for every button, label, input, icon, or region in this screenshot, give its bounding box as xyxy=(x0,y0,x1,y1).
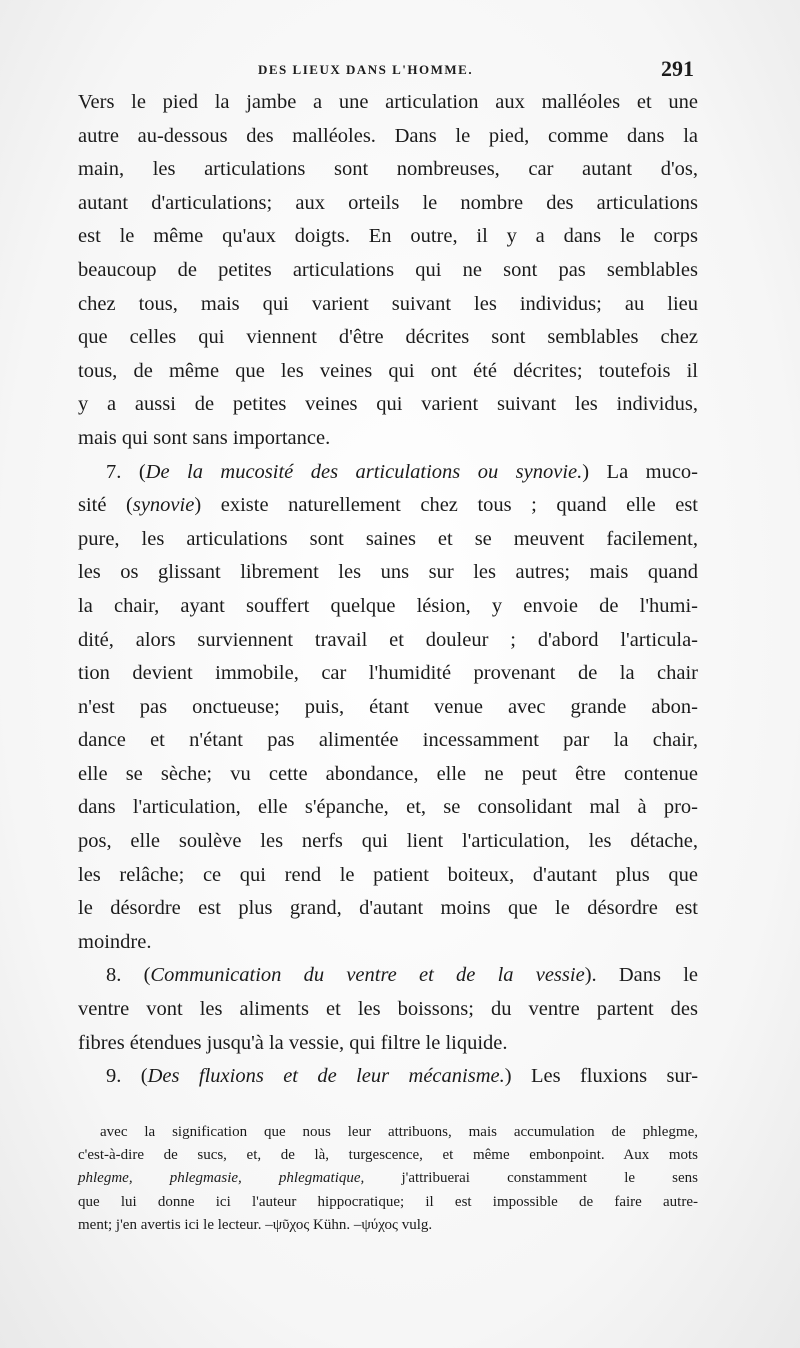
footnote-line: c'est-à-dire de sucs, et, de là, turgescence, et même embonpoint. Aux mots xyxy=(78,1147,698,1164)
text-line: la chair, ayant souffert quelque lésion, y envoie de l'humi- xyxy=(78,594,698,617)
section-8-heading-line xyxy=(78,959,698,993)
text-line: pos, elle soulève les nerfs qui lient l'articulation, les détache, xyxy=(78,830,698,853)
text-line: n'est pas onctueuse; puis, étant venue avec grande abon- xyxy=(78,695,698,718)
footnote-line: que lui donne ici l'auteur hippocratique; il est impossible de faire autre- xyxy=(78,1193,698,1210)
text-line: moindre. xyxy=(78,930,152,953)
text-line: tous, de même que les veines qui ont été décrites; toutefois il xyxy=(78,359,698,382)
section-number: 9. ( xyxy=(106,1065,148,1088)
text-line: main, les articulations sont nombreuses, car autant d'os, xyxy=(78,158,698,181)
text-line: les relâche; ce qui rend le patient boiteux, d'autant plus que xyxy=(78,863,698,886)
text-run: ) La muco- xyxy=(582,460,698,483)
text-line xyxy=(78,489,698,523)
section-number: 7. ( xyxy=(106,460,146,483)
text-line: pure, les articulations sont saines et se meuvent facilement, xyxy=(78,527,698,550)
text-line: dité, alors surviennent travail et douleur ; d'abord l'articula- xyxy=(78,628,698,651)
section-heading: De la mucosité des articulations ou synovie. xyxy=(145,460,583,483)
footnote-line: ment; j'en avertis ici le lecteur. –ψῦχος Kühn. –ψύχος vulg. xyxy=(78,1216,433,1233)
text-run: sité ( xyxy=(78,494,133,517)
text-line: autre au-dessous des malléoles. Dans le pied, comme dans la xyxy=(78,124,698,147)
text-run: ). Dans le xyxy=(584,964,698,987)
text-line: fibres étendues jusqu'à la vessie, qui filtre le liquide. xyxy=(78,1031,508,1054)
text-line: que celles qui viennent d'être décrites sont semblables chez xyxy=(78,326,698,349)
text-run: ) Les fluxions sur- xyxy=(504,1065,699,1088)
text-line: dans l'articulation, elle s'épanche, et, se consolidant mal à pro- xyxy=(78,796,698,819)
section-heading: Communication du ventre et de la vessie xyxy=(150,964,585,987)
text-line: chez tous, mais qui varient suivant les individus; au lieu xyxy=(78,292,698,315)
text-line: elle se sèche; vu cette abondance, elle ne peut être contenue xyxy=(78,762,698,785)
section-number: 8. ( xyxy=(106,964,151,987)
running-head: DES LIEUX DANS L'HOMME. xyxy=(258,62,474,77)
footnote-line xyxy=(78,1167,698,1190)
text-run: ) existe naturellement chez tous ; quand elle est xyxy=(194,494,699,517)
main-text xyxy=(78,86,698,1094)
text-line: Vers le pied la jambe a une articulation aux malléoles et une xyxy=(78,91,698,113)
section-7-heading-line xyxy=(78,456,698,490)
text-line: beaucoup de petites articulations qui ne sont pas semblables xyxy=(78,258,698,281)
footnote-line: avec la signification que nous leur attribuons, mais accumulation de phlegme, xyxy=(100,1124,698,1140)
text-line: tion devient immobile, car l'humidité provenant de la chair xyxy=(78,662,698,685)
italic-term: phlegme, phlegmasie, phlegmatique, xyxy=(78,1170,365,1187)
text-line: le désordre est plus grand, d'autant moins que le désordre est xyxy=(78,897,698,920)
text-line: ventre vont les aliments et les boissons; du ventre partent des xyxy=(78,998,698,1021)
text-line: est le même qu'aux doigts. En outre, il y a dans le corps xyxy=(78,225,698,248)
text-line: mais qui sont sans importance. xyxy=(78,426,331,449)
italic-term: synovie xyxy=(132,494,195,517)
text-line: autant d'articulations; aux orteils le nombre des articulations xyxy=(78,191,698,214)
page-header xyxy=(78,56,698,86)
text-run: j'attribuerai constamment le sens xyxy=(364,1170,698,1187)
footnote xyxy=(78,1121,698,1237)
text-line: dance et n'étant pas alimentée incessamment par la chair, xyxy=(78,729,698,752)
section-heading: Des fluxions et de leur mécanisme. xyxy=(147,1065,505,1088)
text-line: y a aussi de petites veines qui varient suivant les individus, xyxy=(78,393,698,416)
section-9-heading-line xyxy=(78,1060,698,1094)
text-line: les os glissant librement les uns sur les autres; mais quand xyxy=(78,561,698,584)
page-number: 291 xyxy=(661,56,694,81)
